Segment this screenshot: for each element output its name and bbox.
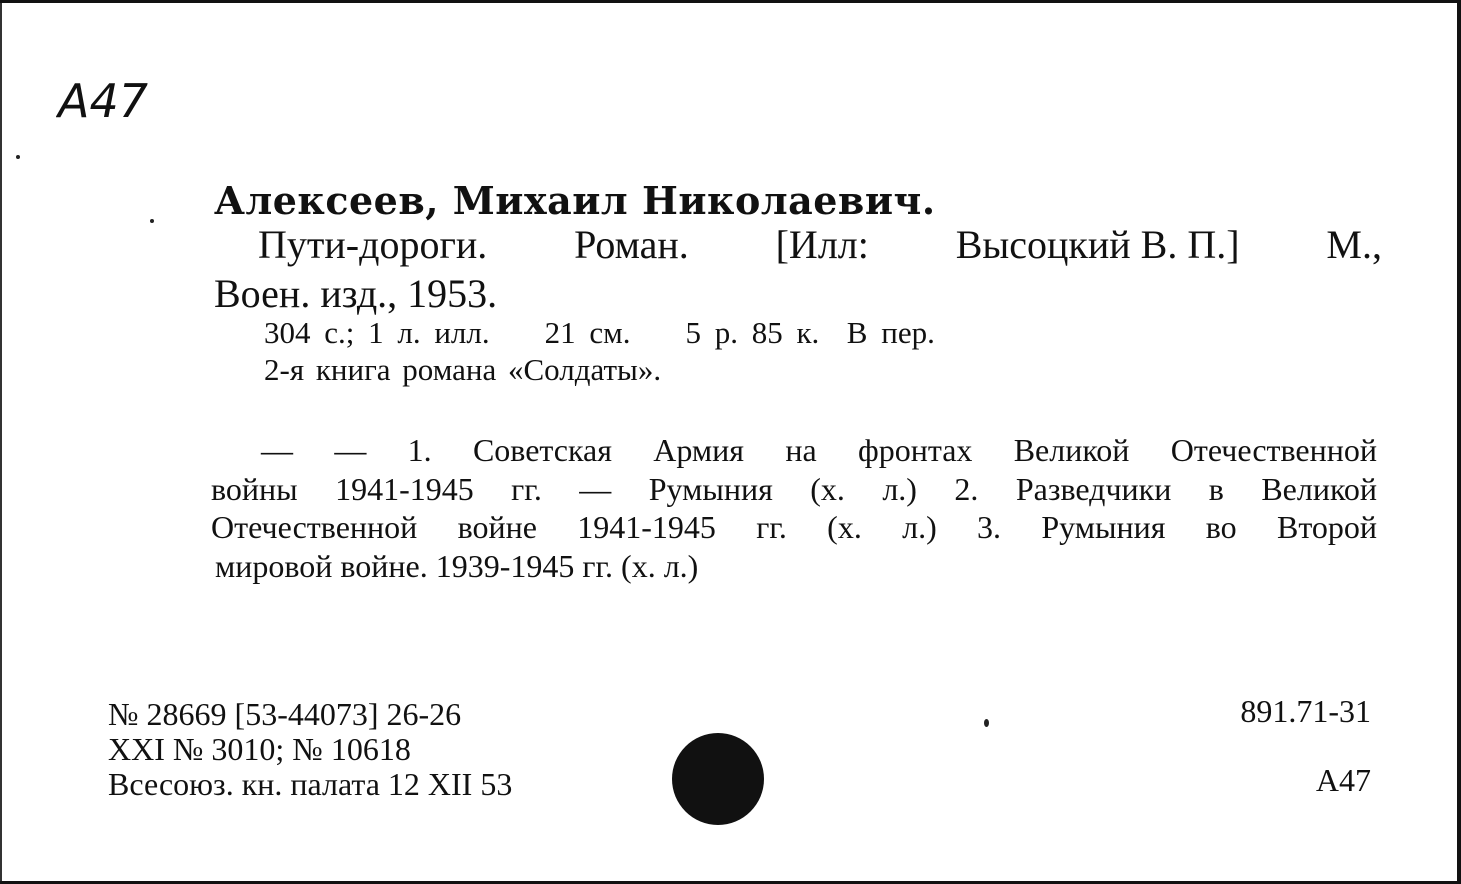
- ink-speck: [150, 219, 154, 223]
- ink-speck: [984, 719, 989, 727]
- classification-code: 891.71-31: [1240, 693, 1371, 729]
- handwritten-shelfmark: [56, 73, 186, 133]
- ink-speck: [16, 155, 20, 159]
- book-chamber-line: Всесоюз. кн. палата 12 XII 53: [108, 766, 513, 802]
- registration-line: XXI № 3010; № 10618: [108, 731, 411, 767]
- title-line: [258, 222, 1382, 267]
- card-number-line: № 28669 [53-44073] 26-26: [108, 696, 462, 732]
- punch-hole: [672, 733, 764, 825]
- author-mark: А47: [1315, 762, 1371, 798]
- title-part: Пути-дороги.: [258, 222, 488, 267]
- subject-line: — — 1. Советская Армия на фронтах Великой Отечественной: [261, 432, 1377, 468]
- illustrator-name: Высоцкий В. П.]: [955, 222, 1240, 267]
- subject-line: Отечественной войне 1941-1945 гг. (х. л.) 3. Румыния во Второй: [211, 509, 1377, 545]
- handwritten-shelfmark-text: А47: [58, 74, 149, 128]
- physical-description: 304 с.; 1 л. илл. 21 см. 5 р. 85 к. В пер.: [264, 315, 935, 350]
- author-heading: Алексеев, Михаил Николаевич.: [214, 178, 936, 223]
- subject-line: мировой войне. 1939-1945 гг. (х. л.): [215, 547, 699, 584]
- subject-headings: [211, 431, 1377, 585]
- place-of-publication: М.,: [1326, 222, 1382, 267]
- publisher-line: Воен. изд., 1953.: [214, 271, 498, 316]
- series-note: 2-я книга романа «Солдаты».: [264, 352, 662, 387]
- genre-part: Роман.: [574, 222, 689, 267]
- subject-line: войны 1941-1945 гг. — Румыния (х. л.) 2. Разведчики в Великой: [211, 470, 1377, 507]
- illustrator-label: [Илл:: [775, 222, 869, 267]
